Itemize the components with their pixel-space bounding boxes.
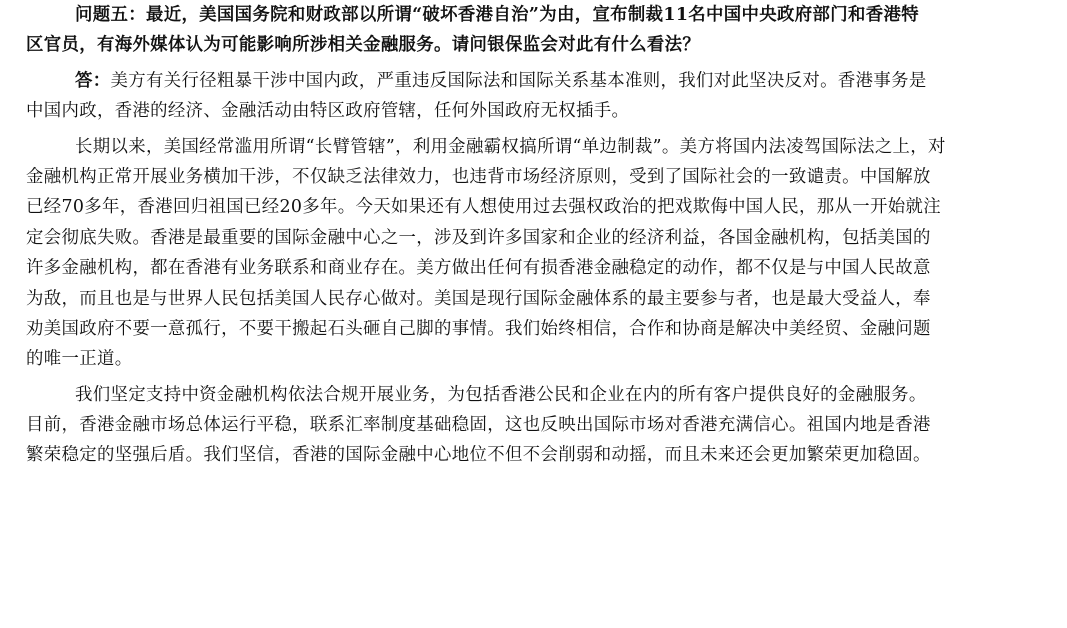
paragraph-line: 长期以来，美国经常滥用所谓“长臂管辖”，利用金融霸权搞所谓“单边制裁”。美方将国内法凌驾国际法之上，对 (75, 136, 946, 157)
question-line: 问题五：最近，美国国务院和财政部以所谓“破坏香港自治”为由，宣布制裁11名中国中央政府部门和香港特 (75, 5, 919, 25)
paragraph-line: 为敌，而且也是与世界人民包括美国人民存心做对。美国是现行国际金融体系的最主要参与者，也是最大受益人，奉 (26, 288, 931, 309)
answer-label: 答： (75, 70, 111, 91)
paragraph-line: 美方有关行径粗暴干涉中国内政，严重违反国际法和国际关系基本准则，我们对此坚决反对。香港事务是 (110, 70, 927, 91)
question-line: 区官员，有海外媒体认为可能影响所涉相关金融服务。请问银保监会对此有什么看法？ (26, 35, 701, 56)
answer-first-line (26, 66, 1042, 96)
paragraph-line: 的唯一正道。 (26, 349, 133, 370)
paragraph-line: 繁荣稳定的坚强后盾。我们坚信，香港的国际金融中心地位不但不会削弱和动摇，而且未来还会更加繁荣更加稳固。 (26, 445, 931, 466)
paragraph-line: 许多金融机构，都在香港有业务联系和商业存在。美方做出任何有损香港金融稳定的动作，都不仅是与中国人民故意 (26, 258, 931, 279)
paragraph-line: 已经70多年，香港回归祖国已经20多年。今天如果还有人想使用过去强权政治的把戏欺侮中国人民，那从一开始就注 (26, 197, 941, 218)
answer-paragraph-2 (26, 132, 1042, 375)
paragraph-line: 中国内政，香港的经济、金融活动由特区政府管辖，任何外国政府无权插手。 (26, 101, 630, 122)
answer-paragraph-1 (26, 66, 1042, 127)
document-body (26, 0, 1042, 471)
question-block (26, 0, 1042, 61)
paragraph-line: 定会彻底失败。香港是最重要的国际金融中心之一，涉及到许多国家和企业的经济利益，各国金融机构，包括美国的 (26, 227, 931, 248)
paragraph-line: 目前，香港金融市场总体运行平稳，联系汇率制度基础稳固，这也反映出国际市场对香港充满信心。祖国内地是香港 (26, 415, 931, 436)
paragraph-line: 劝美国政府不要一意孤行，不要干搬起石头砸自己脚的事情。我们始终相信，合作和协商是解决中美经贸、金融问题 (26, 318, 931, 339)
paragraph-line: 我们坚定支持中资金融机构依法合规开展业务，为包括香港公民和企业在内的所有客户提供良好的金融服务。 (75, 384, 927, 405)
answer-paragraph-3 (26, 380, 1042, 471)
paragraph-line: 金融机构正常开展业务横加干涉，不仅缺乏法律效力，也违背市场经济原则，受到了国际社会的一致谴责。中国解放 (26, 166, 931, 187)
